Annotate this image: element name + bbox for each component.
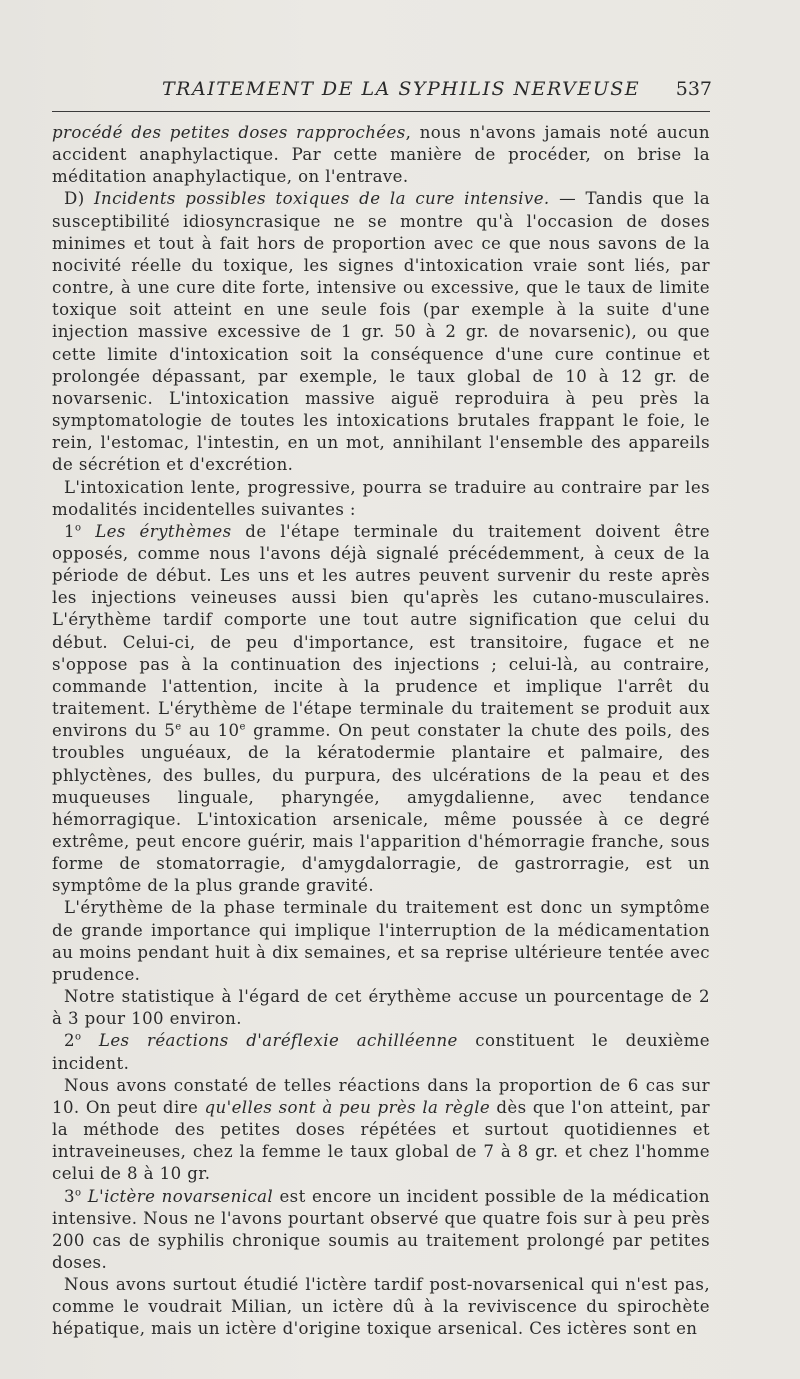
text-run: Nous avons constaté de telles réactions dans la proportion de 6 cas sur 10. On peut dire xyxy=(52,1075,710,1117)
paragraph xyxy=(52,1075,710,1186)
italic-text: Les réactions d'aréflexie achilléenne xyxy=(98,1031,458,1051)
superscript: e xyxy=(239,721,246,733)
italic-text: L'ictère novarsenical xyxy=(87,1186,274,1206)
italic-text: qu'elles sont à peu près la règle xyxy=(204,1097,491,1117)
text-run: gramme. On peut constater la chute des poils, des troubles unguéaux, de la kératodermie plantaire et palmaire, des phlyctènes, des bulles, du purpura, des ulcérations de la peau et des muqueuses linguale, pharyngée, amygdalienne, avec tendance hémorragique. L'intoxication arsenicale, même poussée à ce degré extrême, peut encore guérir, mais l'apparition d'hémorragie franche, sous forme de stomatorragie, d'amygdalorragie, de gastrorragie, est un symptôme de la plus grande gravité. xyxy=(52,721,710,896)
page-number: 537 xyxy=(675,78,712,100)
text-run: D) xyxy=(64,189,95,209)
text-run: est encore un incident possible de la médication intensive. Nous ne l'avons pourtant observé que quatre fois sur à peu près 200 cas de syphilis chronique soumis au traitement prolongé par petites doses. xyxy=(52,1186,710,1272)
text-run: 3 xyxy=(64,1186,75,1206)
superscript: o xyxy=(74,522,82,534)
paragraph xyxy=(52,1186,710,1275)
page-header xyxy=(52,78,712,106)
text-run: L'érythème de la phase terminale du traitement est donc un symptôme de grande importance qui implique l'interruption de la médicamentation au moins pendant huit à dix semaines, et sa reprise ultérieure tentée avec prudence. xyxy=(52,898,710,984)
paragraph xyxy=(52,521,710,898)
text-run: — Tandis que la susceptibilité idiosyncrasique ne se montre qu'à l'occasion de doses minimes et tout à fait hors de proportion avec ce que nous savons de la nocivité réelle du toxique, les signes d'intoxication vraie sont liés, par contre, à une cure dite forte, intensive ou excessive, que le taux de limite toxique soit atteint en une seule fois (par exemple à la suite d'une injection massive excessive de 1 gr. 50 à 2 gr. de novarsenic), ou que cette limite d'intoxication soit la conséquence d'une cure continue et prolongée dépassant, par exemple, le taux global de 10 à 12 gr. de novarsenic. L'intoxication massive aiguë reproduira à peu près la symptomatologie de toutes les intoxications brutales frappant le foie, le rein, l'estomac, l'intestin, en un mot, annihilant l'ensemble des appareils de sécrétion et d'excrétion. xyxy=(52,189,710,475)
text-run: de l'étape terminale du traitement doivent être opposés, comme nous l'avons déjà signalé précédemment, à ceux de la période de début. Les uns et les autres peuvent survenir du reste après les injections veineuses aussi bien qu'après les cutano-musculaires. L'érythème tardif comporte une tout autre signification que celui du début. Celui-ci, de peu d'importance, est transitoire, fugace et ne s'oppose pas à la continuation des injections ; celui-là, au contraire, commande l'attention, incite à la prudence et implique l'arrêt du traitement. L'érythème de l'étape terminale du traitement se produit aux environs du 5 xyxy=(52,521,710,741)
paragraph xyxy=(52,122,710,188)
text-run: , nous n'avons jamais noté aucun accident anaphylactique. Par cette manière de procéder, on brise la méditation anaphylactique, on l'entrave. xyxy=(52,123,710,187)
text-run xyxy=(81,1031,99,1050)
text-run: dès que l'on atteint, par la méthode des petites doses répétées et surtout quotidiennes et intraveineuses, chez la femme le taux global de 7 à 8 gr. et chez l'homme celui de 8 à 10 gr. xyxy=(52,1097,711,1184)
text-run xyxy=(81,522,95,541)
superscript: o xyxy=(74,1186,82,1198)
paragraph xyxy=(52,188,710,476)
italic-text: Incidents possibles toxiques de la cure intensive. xyxy=(94,189,550,209)
superscript: e xyxy=(175,721,182,733)
running-title: TRAITEMENT DE LA SYPHILIS NERVEUSE xyxy=(162,78,641,100)
paragraph xyxy=(52,986,710,1030)
text-run: Nous avons surtout étudié l'ictère tardif post-novarsenical qui n'est pas, comme le voudrait Milian, un ictère dû à la reviviscence du spirochète hépatique, mais un ictère d'origine toxique arsenical. Ces ictères sont en xyxy=(52,1275,710,1339)
italic-text: Les érythèmes xyxy=(95,521,232,541)
paragraph xyxy=(52,1274,710,1340)
text-run: 2 xyxy=(64,1031,75,1051)
header-rule xyxy=(52,111,710,112)
paragraph xyxy=(52,1030,710,1074)
text-run: 1 xyxy=(64,521,75,541)
paragraph xyxy=(52,897,710,986)
italic-text: procédé des petites doses rapprochées xyxy=(52,123,406,142)
text-run: au 10 xyxy=(181,721,240,741)
text-run: constituent le deuxième incident. xyxy=(52,1031,710,1073)
superscript: o xyxy=(74,1031,82,1043)
paragraph xyxy=(52,477,710,521)
text-run: Notre statistique à l'égard de cet érythème accuse un pourcentage de 2 à 3 pour 100 environ. xyxy=(52,987,710,1029)
text-run: L'intoxication lente, progressive, pourra se traduire au contraire par les modalités incidentelles suivantes : xyxy=(52,477,710,519)
body-text xyxy=(52,122,710,1341)
